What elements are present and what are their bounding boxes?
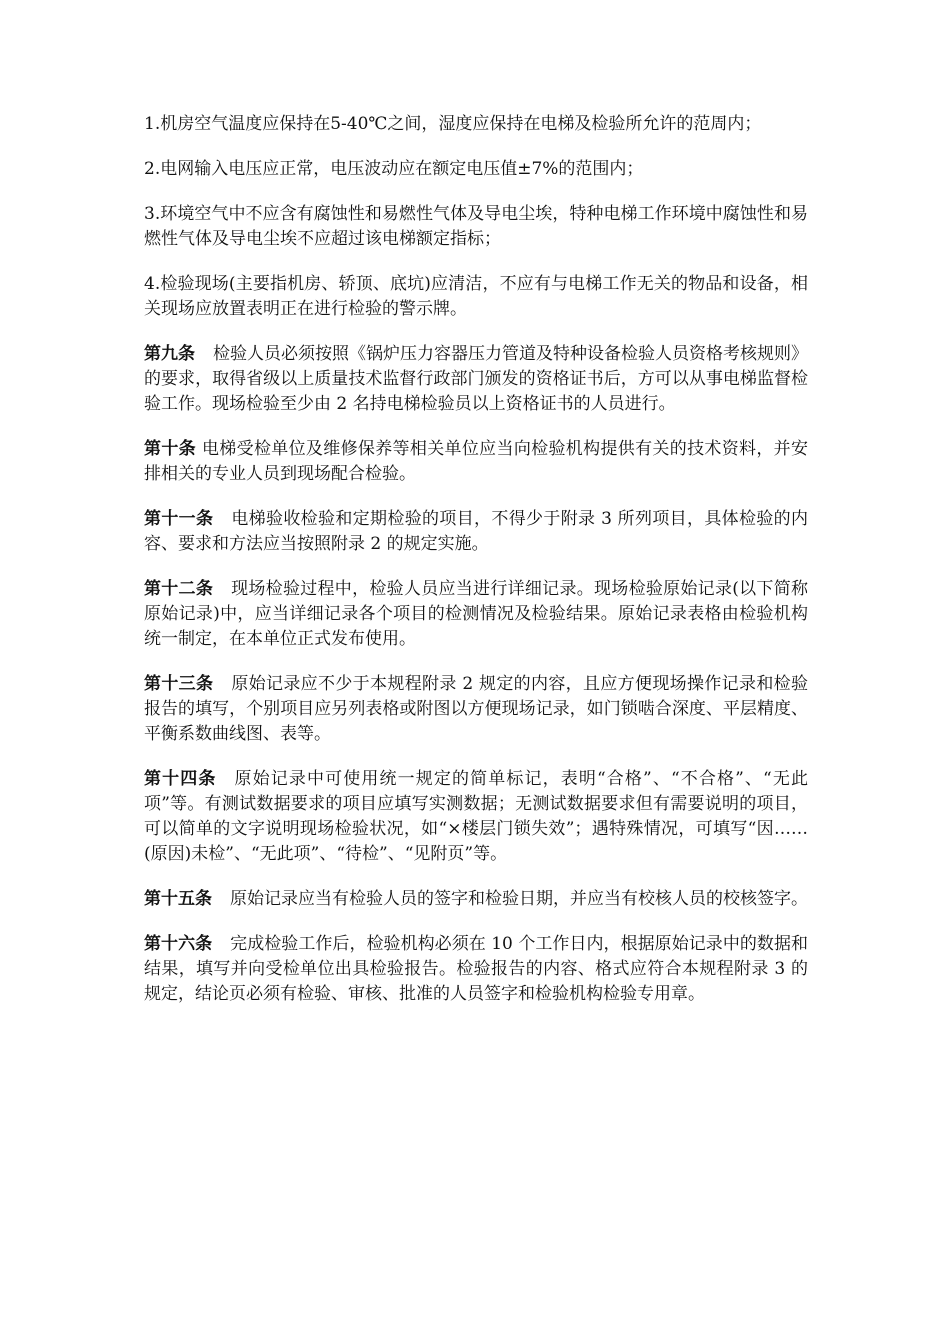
article-16: [144, 932, 808, 1007]
article-9: [144, 342, 808, 417]
article-text: 电梯受检单位及维修保养等相关单位应当向检验机构提供有关的技术资料，并安排相关的专业人员到现场配合检验。: [144, 439, 809, 484]
article-text: 完成检验工作后，检验机构必须在 10 个工作日内，根据原始记录中的数据和结果，填写并向受检单位出具检验报告。检验报告的内容、格式应符合本规程附录 3 的规定，结论页必须有检验、审核、批准的人员签字和检验机构检验专用章。: [144, 934, 808, 1004]
article-heading: 第十五条: [144, 889, 212, 909]
article-13: [144, 672, 808, 747]
list-item: 2.电网输入电压应正常，电压波动应在额定电压值±7%的范围内；: [144, 159, 644, 179]
article-15: [144, 887, 808, 912]
document-page: [144, 112, 808, 1027]
article-heading: 第十四条: [144, 769, 217, 789]
article-text: 检验人员必须按照《锅炉压力容器压力管道及特种设备检验人员资格考核规则》的要求，取得省级以上质量技术监督行政部门颁发的资格证书后，方可以从事电梯监督检验工作。现场检验至少由 2 名持电梯检验员以上资格证书的人员进行。: [144, 344, 808, 414]
article-12: [144, 577, 808, 652]
article-14: [144, 767, 808, 867]
article-heading: 第十三条: [144, 674, 214, 694]
article-text: 原始记录应不少于本规程附录 2 规定的内容，且应方便现场操作记录和检验报告的填写，个别项目应另列表格或附图以方便现场记录，如门锁啮合深度、平层精度、平衡系数曲线图、表等。: [144, 674, 809, 744]
article-text: 原始记录中可使用统一规定的简单标记，表明“合格”、“不合格”、“无此项”等。有测试数据要求的项目应填写实测数据；无测试数据要求但有需要说明的项目，可以简单的文字说明现场检验状况，如“×楼层门锁失效”；遇特殊情况，可填写“因……(原因)未检”、“无此项”、“待检”、“见附页”等。: [144, 769, 808, 864]
list-item: 1.机房空气温度应保持在5-40℃之间，湿度应保持在电梯及检验所允许的范周内；: [144, 114, 762, 134]
article-heading: 第九条: [144, 344, 195, 364]
article-11: [144, 507, 808, 557]
article-text: 原始记录应当有检验人员的签字和检验日期，并应当有校核人员的校核签字。: [230, 889, 808, 909]
article-text: 现场检验过程中，检验人员应当进行详细记录。现场检验原始记录(以下简称原始记录)中，应当详细记录各个项目的检测情况及检验结果。原始记录表格由检验机构统一制定，在本单位正式发布使用。: [144, 579, 808, 649]
article-heading: 第十条: [144, 439, 196, 459]
article-text: 电梯验收检验和定期检验的项目，不得少于附录 3 所列项目，具体检验的内容、要求和方法应当按照附录 2 的规定实施。: [144, 509, 809, 554]
article-heading: 第十一条: [144, 509, 214, 529]
article-heading: 第十六条: [144, 934, 213, 954]
article-heading: 第十二条: [144, 579, 214, 599]
list-item: 3.环境空气中不应含有腐蚀性和易燃性气体及导电尘埃，特种电梯工作环境中腐蚀性和易燃性气体及导电尘埃不应超过该电梯额定指标；: [144, 204, 808, 249]
article-10: [144, 437, 808, 487]
list-item: 4.检验现场(主要指机房、轿顶、底坑)应清洁，不应有与电梯工作无关的物品和设备，相关现场应放置表明正在进行检验的警示牌。: [144, 274, 808, 319]
